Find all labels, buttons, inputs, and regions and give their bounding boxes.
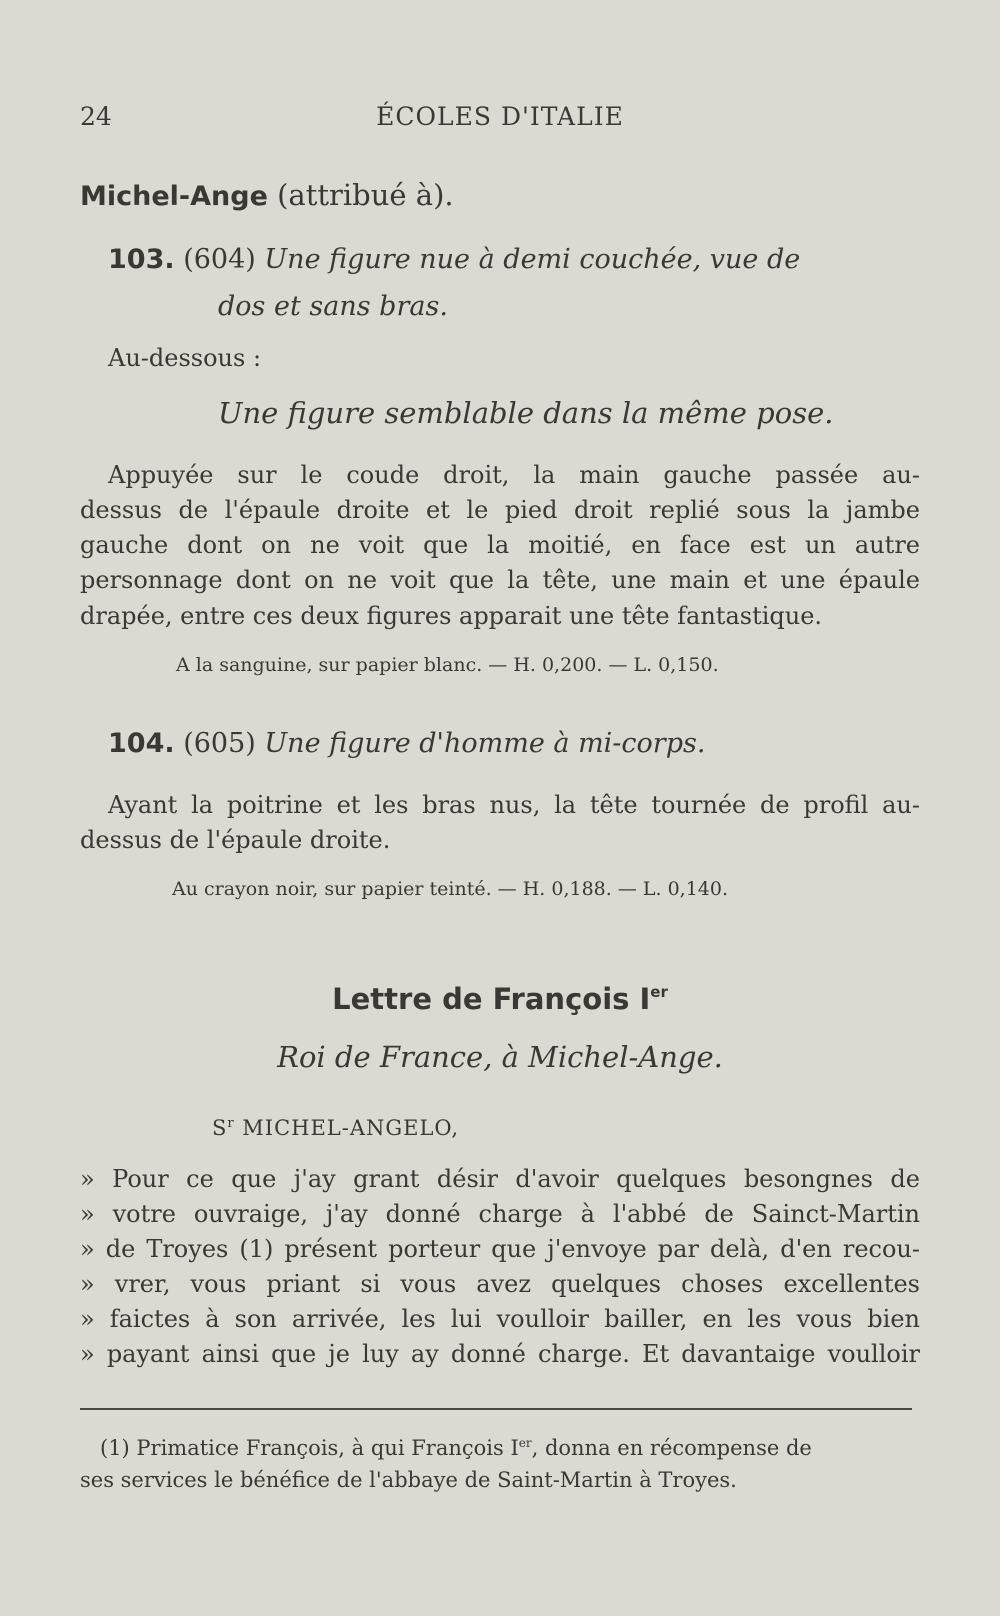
entry-title: Une figure nue à demi couchée, vue de <box>264 244 801 275</box>
superscript: er <box>518 1436 532 1450</box>
letter-heading: Lettre de François Ier <box>332 982 668 1016</box>
medium-note: Au crayon noir, sur papier teinté. — H. 0,188. — L. 0,140. <box>172 878 729 900</box>
desc-line: personnage dont on ne voit que la tête, une main et une épaule <box>80 566 920 594</box>
below-label: Au-dessous : <box>108 344 262 372</box>
desc-line: gauche dont on ne voit que la moitié, en face est un autre <box>80 531 920 559</box>
desc-line: dessus de l'épaule droite et le pied droit replié sous la jambe <box>80 496 920 524</box>
footnote-divider <box>80 1408 912 1410</box>
entry-number: 103. <box>108 244 175 275</box>
desc-line: drapée, entre ces deux figures apparait une tête fantastique. <box>80 602 823 630</box>
artist-heading <box>80 178 454 212</box>
letter-line: » vrer, vous priant si vous avez quelques choses excellentes <box>80 1270 920 1298</box>
desc-line: Ayant la poitrine et les bras nus, la tête tournée de profil au- <box>108 791 920 819</box>
entry-title: Une figure d'homme à mi-corps. <box>264 728 706 759</box>
below-title: Une figure semblable dans la même pose. <box>218 396 834 430</box>
page-number: 24 <box>80 102 112 131</box>
entry-103-title-cont: dos et sans bras. <box>218 291 448 322</box>
letter-line: » votre ouvraige, j'ay donné charge à l'abbé de Sainct-Martin <box>80 1200 920 1228</box>
entry-number: 104. <box>108 728 175 759</box>
entry-ref: (605) <box>183 728 256 759</box>
entry-104-title <box>108 728 705 759</box>
footnote-line: (1) Primatice François, à qui François Ier, donna en récompense de <box>100 1436 812 1460</box>
entry-ref: (604) <box>183 244 256 275</box>
entry-103-title <box>108 244 800 275</box>
letter-line: » de Troyes (1) présent porteur que j'envoye par delà, d'en recou- <box>80 1235 920 1263</box>
footnote-line: ses services le bénéfice de l'abbaye de Saint-Martin à Troyes. <box>80 1468 737 1492</box>
letter-subheading: Roi de France, à Michel-Ange. <box>277 1040 723 1074</box>
artist-note: (attribué à). <box>277 178 454 212</box>
medium-note: A la sanguine, sur papier blanc. — H. 0,200. — L. 0,150. <box>176 654 719 676</box>
running-header <box>80 102 920 138</box>
letter-line: » faictes à son arrivée, les lui voulloir bailler, en les vous bien <box>80 1305 920 1333</box>
desc-line: dessus de l'épaule droite. <box>80 826 391 854</box>
artist-name: Michel-Ange <box>80 181 268 212</box>
letter-line: » Pour ce que j'ay grant désir d'avoir quelques besongnes de <box>80 1165 920 1193</box>
superscript: r <box>227 1116 235 1131</box>
desc-line: Appuyée sur le coude droit, la main gauche passée au- <box>108 461 920 489</box>
letter-line: » payant ainsi que je luy ay donné charge. Et davantaige voulloir <box>80 1340 920 1368</box>
running-title: ÉCOLES D'ITALIE <box>376 102 624 131</box>
superscript: er <box>650 983 668 1001</box>
salutation: $S^r$ MICHEL-ANGELO, <box>212 1116 460 1140</box>
